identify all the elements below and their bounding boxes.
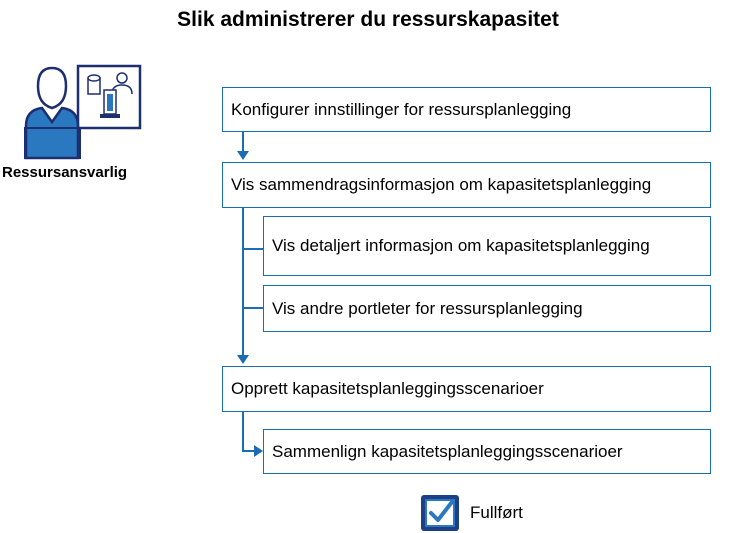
role-label: Ressursansvarlig: [2, 164, 128, 181]
step-view-details[interactable]: Vis detaljert informasjon om kapasitetsplanlegging: [263, 216, 711, 276]
step-compare-scenarios[interactable]: Sammenlign kapasitetsplanleggingsscenarioer: [263, 429, 711, 474]
checkbox-checked-icon: [420, 494, 460, 532]
legend-label: Fullført: [470, 503, 523, 522]
step-view-summary[interactable]: Vis sammendragsinformasjon om kapasitetsplanlegging: [222, 162, 711, 208]
diagram-title: Slik administrerer du ressurskapasitet: [177, 8, 559, 31]
step-view-other-portlets[interactable]: Vis andre portleter for ressursplanlegging: [263, 285, 711, 332]
step-configure-settings[interactable]: Konfigurer innstillinger for ressursplanlegging: [222, 87, 711, 132]
step-create-scenarios[interactable]: Opprett kapasitetsplanleggingsscenarioer: [222, 366, 711, 412]
